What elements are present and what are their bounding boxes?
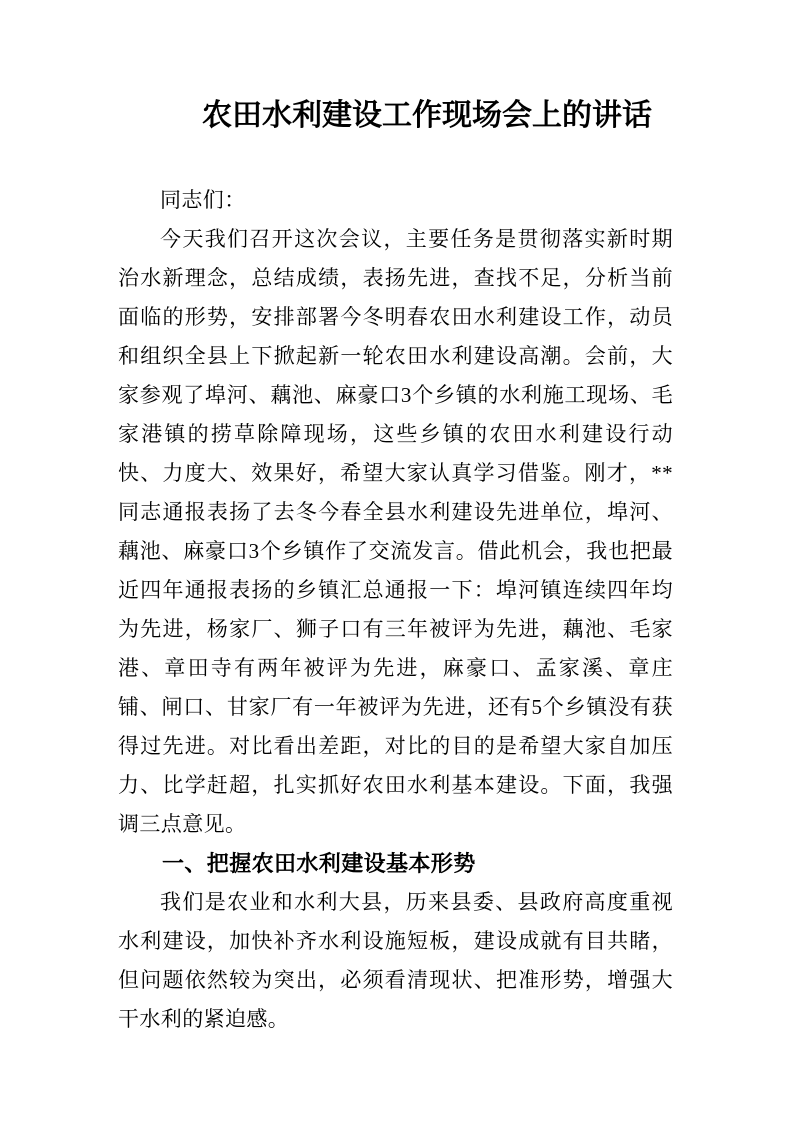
document-title: 农田水利建设工作现场会上的讲话 <box>202 99 652 132</box>
document-body <box>118 181 673 1039</box>
body-paragraph-1: 今天我们召开这次会议，主要任务是贯彻落实新时期治水新理念，总结成绩，表扬先进，查找不足，分析当前面临的形势，安排部署今冬明春农田水利建设工作，动员和组织全县上下掀起新一轮农田水利建设高潮。会前，大家参观了埠河、藕池、麻豪口3个乡镇的水利施工现场、毛家港镇的捞草除障现场，这些乡镇的农田水利建设行动快、力度大、效果好，希望大家认真学习借鉴。刚才，**同志通报表扬了去冬今春全县水利建设先进单位，埠河、藕池、麻豪口3个乡镇作了交流发言。借此机会，我也把最近四年通报表扬的乡镇汇总通报一下：埠河镇连续四年均为先进，杨家厂、狮子口有三年被评为先进，藕池、毛家港、章田寺有两年被评为先进，麻豪口、孟家溪、章庄铺、闸口、甘家厂有一年被评为先进，还有5个乡镇没有获得过先进。对比看出差距，对比的目的是希望大家自加压力、比学赶超，扎实抓好农田水利基本建设。下面，我强调三点意见。 <box>118 227 673 836</box>
salutation-line: 同志们： <box>160 188 246 212</box>
body-paragraph-2: 我们是农业和水利大县，历来县委、县政府高度重视水利建设，加快补齐水利设施短板，建设成就有目共睹，但问题依然较为突出，必须看清现状、把准形势，增强大干水利的紧迫感。 <box>118 890 673 1031</box>
section-heading-1: 一、把握农田水利建设基本形势 <box>162 851 476 876</box>
